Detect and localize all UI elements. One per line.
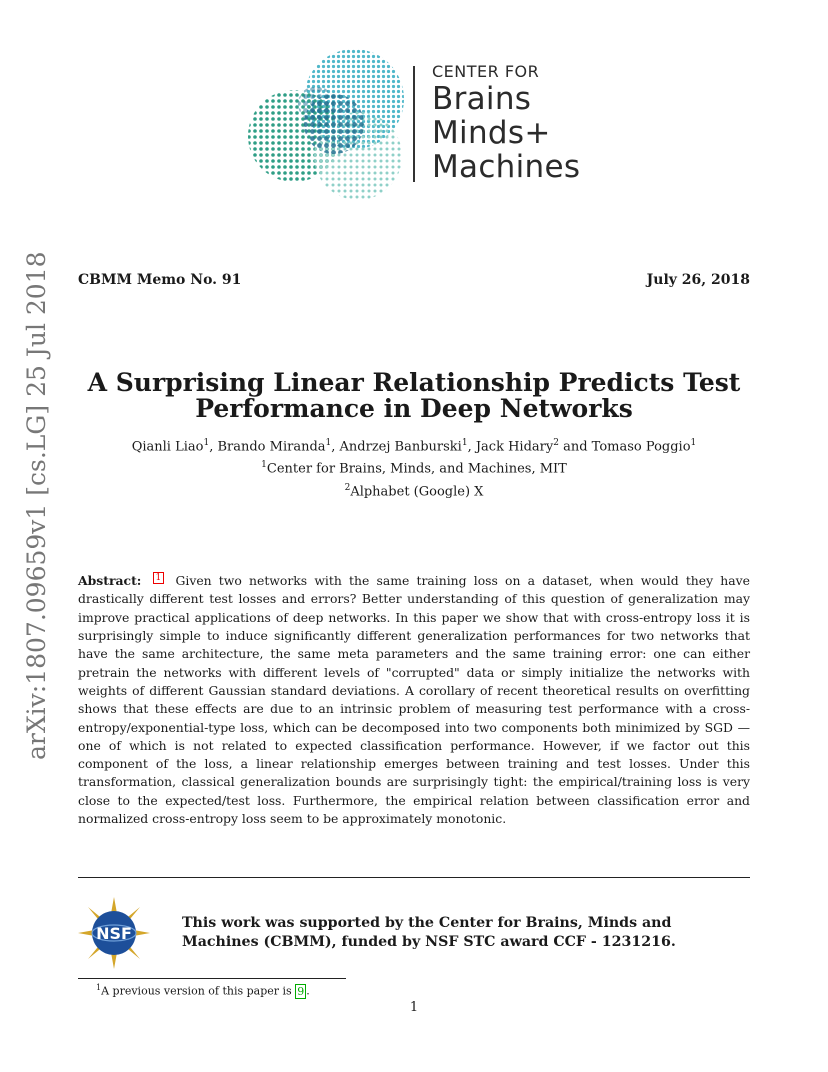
footnote-text: A previous version of this paper is [101, 984, 296, 998]
author-name: Andrzej Banburski [339, 439, 462, 455]
footnote-end: . [306, 984, 310, 998]
affiliation-1 [60, 456, 768, 478]
citation-link[interactable]: 9 [297, 984, 305, 998]
affiliation-2 [60, 479, 768, 501]
author-list [60, 434, 768, 456]
nsf-logo-text: NSF [96, 924, 132, 943]
funding-statement: This work was supported by the Center for Brains, Minds and Machines (CBMM), funded by NSF STC award CCF - 1231216. [182, 915, 676, 950]
author-affiliation-mark: 1 [461, 438, 468, 448]
memo-number: CBMM Memo No. 91 [78, 272, 242, 288]
page-number: 1 [409, 1000, 419, 1015]
paper-title [60, 370, 768, 422]
author-affiliation-mark: 1 [325, 438, 332, 448]
footnote [96, 983, 310, 998]
author-affiliation-mark: 1 [690, 438, 697, 448]
memo-date: July 26, 2018 [646, 272, 750, 288]
affiliation-text: Center for Brains, Minds, and Machines, MIT [266, 461, 567, 477]
affiliation-text: Alphabet (Google) X [350, 483, 484, 499]
author-and: and [558, 439, 592, 455]
author-separator: , [209, 439, 218, 455]
logo-divider [413, 66, 415, 182]
author-block [60, 434, 768, 501]
footnote-divider [78, 978, 346, 979]
logo-text [432, 62, 580, 184]
footnote-link[interactable]: 1 [153, 572, 165, 584]
logo-minds: Minds+ [432, 115, 551, 151]
title-line-1: A Surprising Linear Relationship Predicts Test [87, 368, 741, 397]
author-separator: , [467, 439, 476, 455]
abstract-label: Abstract: [78, 573, 142, 589]
affiliation-mark: 2 [344, 482, 351, 493]
memo-header [78, 272, 750, 288]
affiliation-mark: 1 [261, 460, 267, 471]
author-separator: , [331, 439, 340, 455]
cbmm-dot-circles-icon [246, 44, 411, 204]
author-name: Qianli Liao [131, 439, 204, 455]
logo-center-for: CENTER FOR [432, 62, 540, 81]
arxiv-identifier[interactable]: arXiv:1807.09659v1 [cs.LG] 25 Jul 2018 [22, 251, 51, 760]
title-line-2: Performance in Deep Networks [195, 394, 633, 423]
author-name: Tomaso Poggio [591, 439, 691, 455]
logo-brains: Brains [432, 81, 532, 117]
author-name: Brando Miranda [217, 439, 326, 455]
author-affiliation-mark: 2 [553, 438, 559, 448]
section-divider [78, 877, 750, 878]
author-affiliation-mark: 1 [203, 438, 210, 448]
abstract [78, 572, 750, 828]
nsf-logo-icon [78, 897, 150, 969]
footnote-mark: 1 [96, 983, 102, 992]
cbmm-logo [246, 44, 586, 204]
abstract-text: Given two networks with the same training loss on a dataset, when would they have drastically different test losses and errors? Better understanding of this question of generalization may improve practical applications of deep networks. In this paper we show that with cross-entropy loss it is surprisingly simple to induce significantly different generalization performances for two networks that have the same architecture, the same meta parameters and the same training error: one can either pretrain the networks with different levels of "corrupted" data or simply initialize the networks with weights of different Gaussian standard deviations. A corollary of recent theoretical results on overfitting shows that these effects are due to an intrinsic problem of measuring test performance with a cross-entropy/exponential-type loss, which can be decomposed into two components both minimized by SGD — one of which is not related to expected classification performance. However, if we factor out this component of the loss, a linear relationship emerges between training and test losses. Under this transformation, classical generalization bounds are surprisingly tight: the empirical/training loss is very close to the expected/test loss. Furthermore, the empirical relation between classification error and normalized cross-entropy loss seem to be approximately monotonic. [78, 573, 750, 826]
logo-machines: Machines [432, 149, 581, 185]
author-name: Jack Hidary [475, 439, 554, 455]
